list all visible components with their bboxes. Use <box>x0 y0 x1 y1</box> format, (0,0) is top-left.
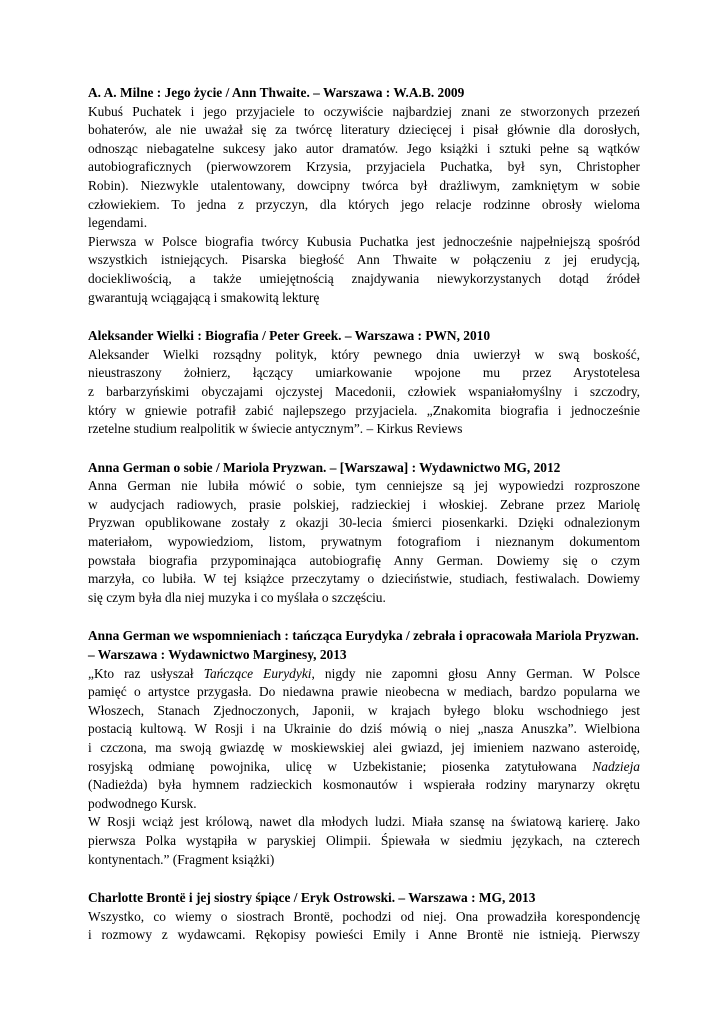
book-description <box>88 908 640 945</box>
description-line: gwarantują wciągającą i smakowitą lekturę <box>88 289 320 305</box>
description-line: człowiekiem. To jedna z przyczyn, dla których jego relacje rodzinne obrosły wieloma <box>88 196 640 212</box>
description-line: marzyła, co lubiła. W tej książce przeczytamy o dzieciństwie, studiach, festiwalach. Dowiemy <box>88 571 640 587</box>
description-line: Pierwsza w Polsce biografia twórcy Kubusia Puchatka jest jednocześnie najpełniejszą spośród <box>88 233 640 249</box>
book-entry-german-wspomnienia <box>88 627 640 869</box>
description-line: Anna German nie lubiła mówić o sobie, tym cenniejsze są jej wypowiedzi rozproszone <box>88 478 640 494</box>
description-line: się czym była dla niej muzyka i co myślała o szczęściu. <box>88 589 386 605</box>
description-line: Aleksander Wielki rozsądny polityk, który pewnego dnia uwierzył w swą boskość, <box>88 346 640 362</box>
description-line: wszystkich istniejących. Pisarska biegłość Ann Thwaite w połączeniu z jej erudycją, <box>88 252 640 268</box>
description-line: kontynentach.” (Fragment książki) <box>88 851 275 867</box>
book-entry-milne <box>88 84 640 307</box>
book-title: Anna German we wspomnieniach : tańcząca Eurydyka / zebrała i opracowała Mariola Pryzwan. – Warszawa : Wydawnictwo Marginesy, 2013 <box>88 628 639 663</box>
description-line: z barbarzyńskimi obyczajami ojczystej Macedonii, człowiek wspaniałomyślny i szczodry, <box>88 383 640 399</box>
description-line: Włoszech, Stanach Zjednoczonych, Japonii, w krajach byłego bloku wschodniego jest <box>88 702 640 718</box>
description-line: autobiograficznych (pierwowzorem Krzysia, przyjaciela Puchatka, był syn, Christopher <box>88 159 640 175</box>
description-line: bohaterów, ale nie uważał się za twórcę literatury dziecięcej i pisał głównie dla dorosłych, <box>88 122 640 138</box>
description-line: w audycjach radiowych, prasie polskiej, radzieckiej i włoskiej. Zebrane przez Mariolę <box>88 496 640 512</box>
book-title: A. A. Milne : Jego życie / Ann Thwaite. – Warszawa : W.A.B. 2009 <box>88 85 465 100</box>
description-line: podwodnego Kursk. <box>88 795 197 811</box>
description-line: powstała biografia przypominająca autobiografię Anny German. Dowiemy się o czym <box>88 552 640 568</box>
book-description <box>88 477 640 607</box>
description-line: „Kto raz usłyszał Tańczące Eurydyki, nigdy nie zapomni głosu Anny German. W Polsce <box>88 665 640 681</box>
italic-title: Nadzieja <box>592 758 640 774</box>
description-line: odnosząc niebagatelne sukcesy jako autor dramatów. Jego książki i sztuki pełne są wątków <box>88 140 640 156</box>
description-line: materiałom, wypowiedziom, listom, prywatnym fotografiom i nieznanym dokumentom <box>88 534 640 550</box>
description-line: i czczona, ma swoją gwiazdę w moskiewskiej alei gwiazd, jej imieniem nazwano asteroidę, <box>88 740 640 755</box>
description-line: nieustraszony żołnierz, łączący umiarkowanie wpojone mu przez Arystotelesa <box>88 365 640 381</box>
book-entry-german-o-sobie <box>88 459 640 608</box>
description-line: Wszystko, co wiemy o siostrach Brontë, pochodzi od niej. Ona prowadziła korespondencję <box>88 908 640 924</box>
book-title: Anna German o sobie / Mariola Pryzwan. – [Warszawa] : Wydawnictwo MG, 2012 <box>88 459 561 475</box>
italic-title: Tańczące Eurydyki <box>203 665 312 681</box>
description-line: rzetelne studium realpolitik w świecie antycznym”. – Kirkus Reviews <box>88 421 463 437</box>
book-title: Aleksander Wielki : Biografia / Peter Greek. – Warszawa : PWN, 2010 <box>88 328 491 344</box>
document-page <box>88 84 640 945</box>
description-line: pamięć o artystce przygasła. Do niedawna prawie nieobecna w mediach, bardzo popularna we <box>88 684 640 700</box>
book-description <box>88 103 640 308</box>
book-entry-aleksander <box>88 327 640 439</box>
book-description <box>88 665 640 870</box>
book-description <box>88 346 640 439</box>
description-line: postacią kultową. W Rosji i na Ukrainie do dziś mówią o niej „nasza Anuszka”. Wielbiona <box>88 721 640 737</box>
description-line: który w gniewie potrafił zabić najlepszego przyjaciela. „Znakomita biografia i jednocześnie <box>88 402 640 418</box>
description-line: rosyjską odmianę powojnika, ulicę w Uzbekistanie; piosenka zatytułowana Nadzieja <box>88 758 640 774</box>
description-line: pierwsza Polka wystąpiła w paryskiej Olimpii. Śpiewała w siedmiu językach, na czterech <box>88 832 640 848</box>
description-line: i rozmowy z wydawcami. Rękopisy powieści Emily i Anne Brontë nie istnieją. Pierwszy <box>88 927 640 943</box>
description-line: Pryzwan opublikowane zostały z okazji 30-lecia śmierci piosenkarki. Dzięki odnalezionym <box>88 515 640 531</box>
description-line: W Rosji wciąż jest królową, nawet dla młodych ludzi. Miała szansę na światową karierę. Jako <box>88 814 640 830</box>
book-entry-bronte <box>88 889 640 945</box>
description-line: legendami. <box>88 215 148 231</box>
description-line: (Nadieżda) była hymnem radzieckich kosmonautów i wspierała rodziny marynarzy okrętu <box>88 777 640 793</box>
description-line: Kubuś Puchatek i jego przyjaciele to oczywiście najbardziej znani ze stworzonych przezeń <box>88 103 640 119</box>
description-line: Robin). Niezwykle utalentowany, dowcipny twórca był drażliwym, zamkniętym w sobie <box>88 177 640 193</box>
book-title: Charlotte Brontë i jej siostry śpiące / Eryk Ostrowski. – Warszawa : MG, 2013 <box>88 890 536 906</box>
description-line: dociekliwością, a także umiejętnością znajdywania niewykorzystanych dotąd źródeł <box>88 270 640 286</box>
